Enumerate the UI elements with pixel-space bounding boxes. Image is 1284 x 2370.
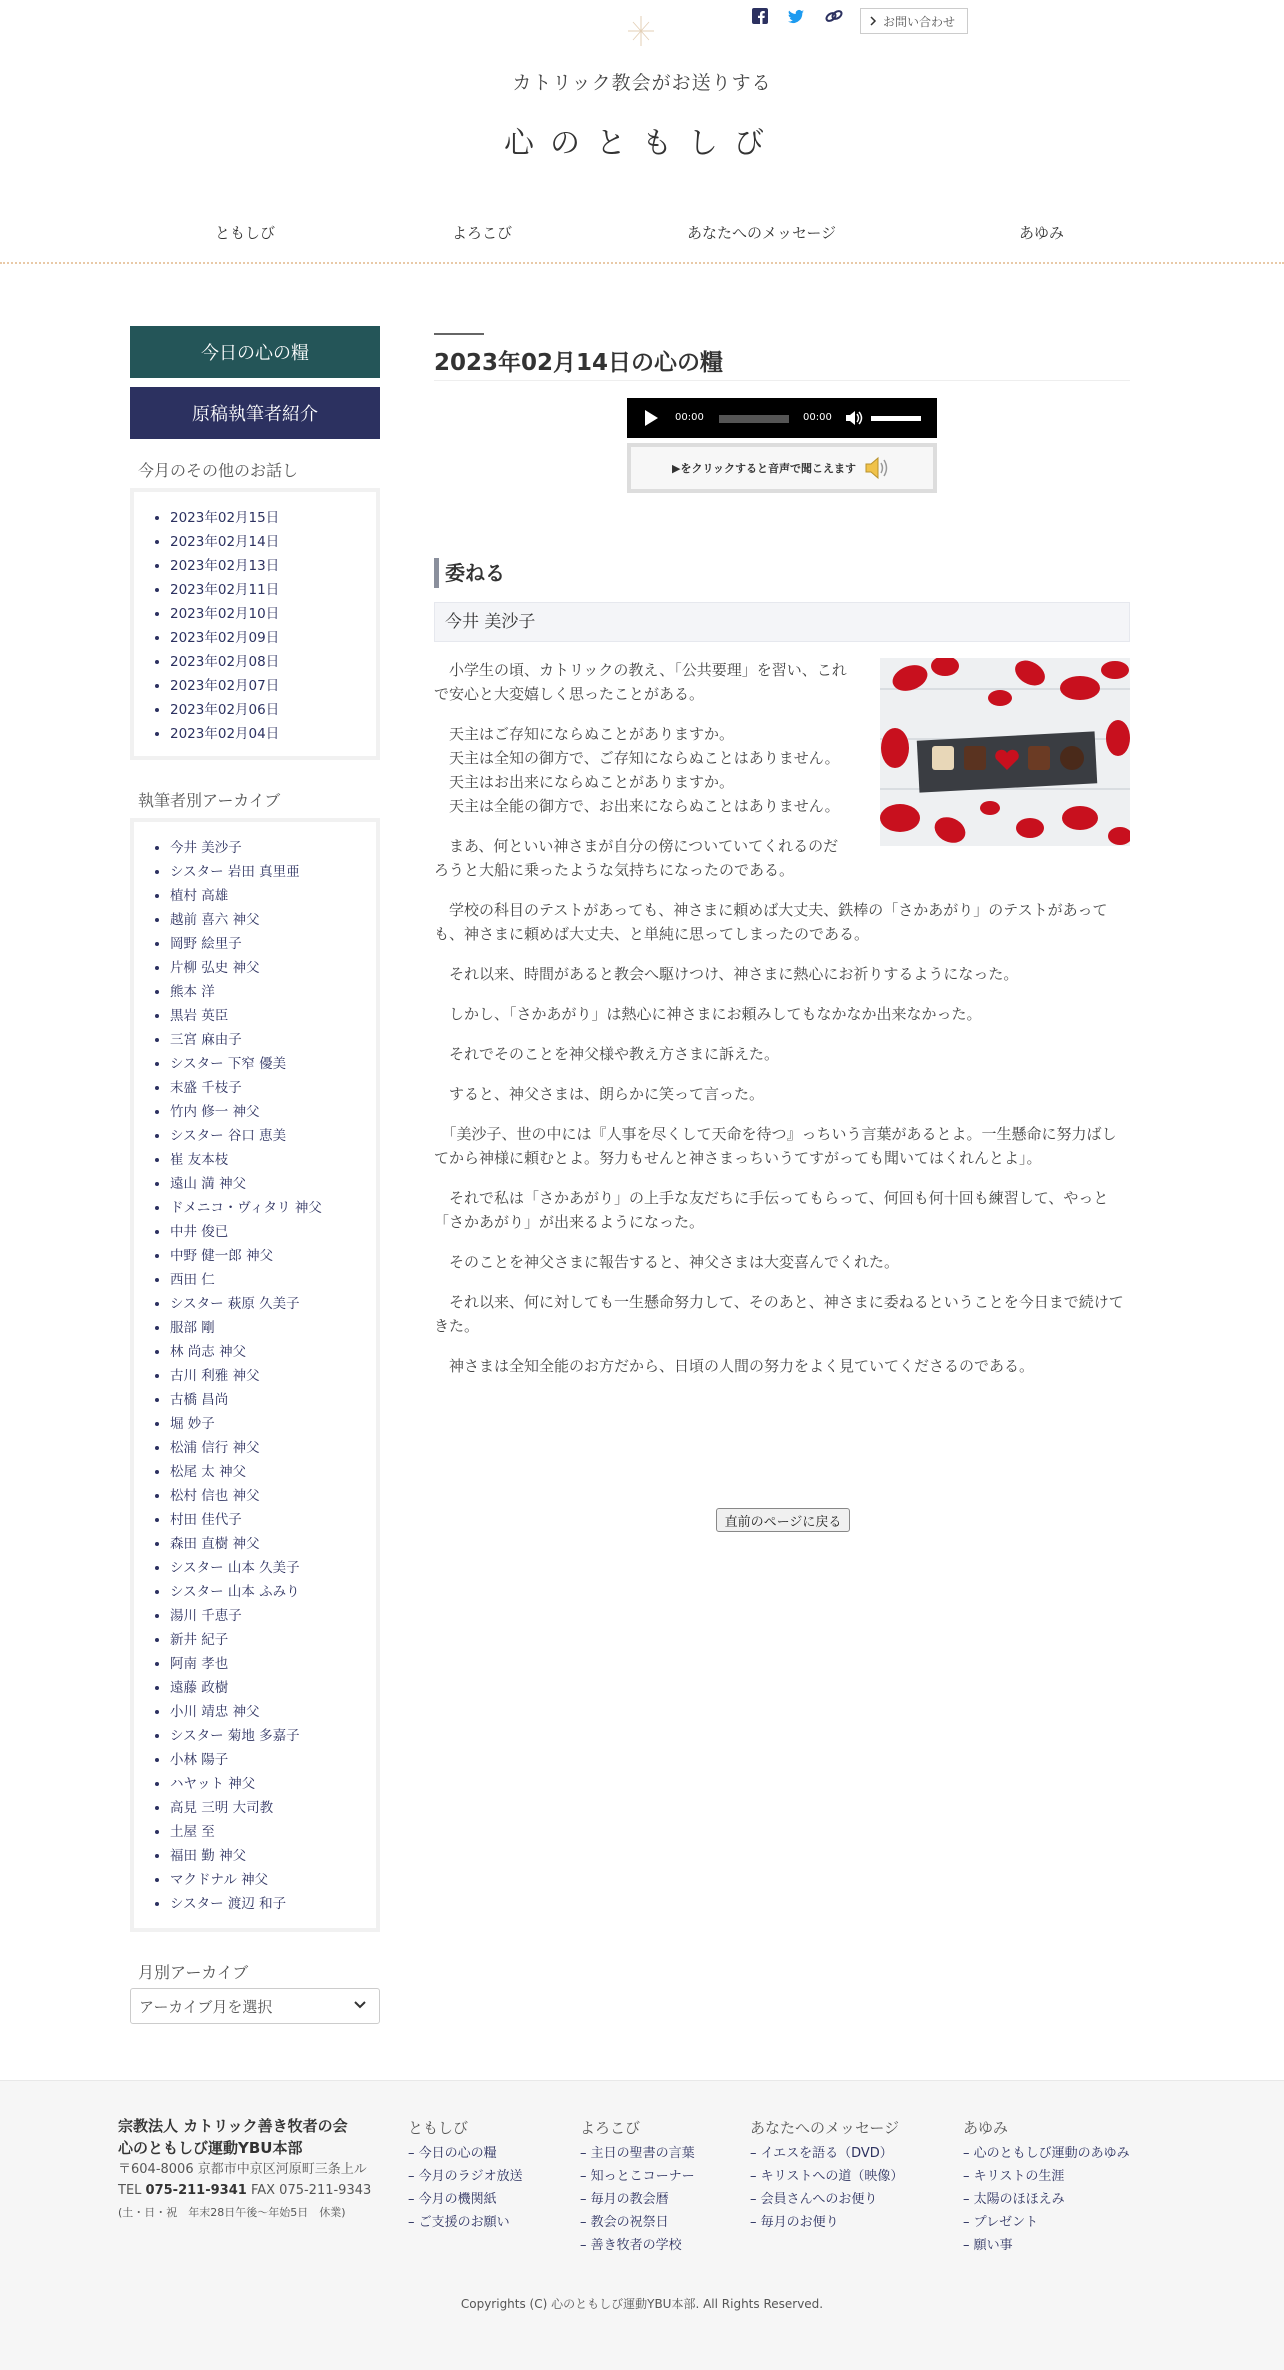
- footer-organization: [118, 2115, 371, 2224]
- volume-slider[interactable]: [871, 416, 921, 421]
- footer-link[interactable]: – 主日の聖書の言葉: [580, 2146, 695, 2161]
- audio-player: [627, 398, 937, 438]
- footer-link[interactable]: – 太陽のほほえみ: [963, 2192, 1065, 2207]
- author-archive-link[interactable]: • シスター 下窄 優美: [170, 1052, 376, 1076]
- footer-link[interactable]: – 今日の心の糧: [408, 2146, 497, 2161]
- fax-label: FAX: [250, 2183, 276, 2198]
- other-story-link[interactable]: • 2023年02月08日: [170, 650, 376, 674]
- footer-hours-note: (土・日・祝 年末28日午後〜年始5日 休業): [118, 2206, 346, 2219]
- footer-column: [963, 2117, 1130, 2257]
- author-archive-link[interactable]: • 植村 高雄: [170, 884, 376, 908]
- chevron-down-icon: [353, 1998, 367, 2012]
- speaker-icon: [864, 456, 892, 480]
- nav-divider: [0, 262, 1284, 264]
- footer-link[interactable]: – 毎月のお便り: [750, 2215, 839, 2230]
- author-archive-link[interactable]: • 遠山 満 神父: [170, 1172, 376, 1196]
- article-paragraph: 天主はご存知にならぬことがありますか。 天主は全知の御方で、ご存知にならぬことはありません。 天主はお出来にならぬことがありますか。 天主は全能の御方で、お出来にならぬことはありません。: [449, 725, 840, 815]
- link-icon[interactable]: [824, 8, 844, 28]
- article-paragraph: そのことを神父さまに報告すると、神父さまは大変喜んでくれた。: [434, 1253, 900, 1271]
- back-button[interactable]: 直前のページに戻る: [716, 1508, 850, 1532]
- article-paragraph: それ以来、時間があると教会へ駆けつけ、神さまに熱心にお祈りするようになった。: [434, 965, 1019, 983]
- authors-button[interactable]: 原稿執筆者紹介: [130, 387, 380, 439]
- author-archive-link[interactable]: • 越前 喜六 神父: [170, 908, 376, 932]
- author-archive-link[interactable]: • シスター 菊地 多嘉子: [170, 1724, 376, 1748]
- author-archive-link[interactable]: • 松尾 太 神父: [170, 1460, 376, 1484]
- month-archive-select[interactable]: [130, 1988, 380, 2024]
- footer: [0, 2080, 1284, 2370]
- footer-link[interactable]: – 今月の機関紙: [408, 2192, 497, 2207]
- footer-column: [580, 2117, 695, 2257]
- footer-link[interactable]: – 知っとこコーナー: [580, 2169, 695, 2184]
- other-story-link[interactable]: • 2023年02月14日: [170, 530, 376, 554]
- article-paragraph: 学校の科目のテストがあっても、神さまに頼めば大丈夫、鉄棒の「さかあがり」のテストがあっても、神さまに頼めば大丈夫、と単純に思ってしまったのである。: [434, 901, 1108, 943]
- author-archive-link[interactable]: • 中野 健一郎 神父: [170, 1244, 376, 1268]
- article-paragraph: すると、神父さまは、朗らかに笑って言った。: [434, 1085, 765, 1103]
- footer-link[interactable]: – 願い事: [963, 2238, 1013, 2253]
- audio-progress-bar[interactable]: [719, 415, 789, 423]
- footer-link[interactable]: – 毎月の教会暦: [580, 2192, 669, 2207]
- author-archive-link[interactable]: • 服部 剛: [170, 1316, 376, 1340]
- footer-link[interactable]: – 教会の祝祭日: [580, 2215, 669, 2230]
- contact-button[interactable]: [860, 8, 968, 34]
- article-paragraph: それでそのことを神父様や教え方さまに訴えた。: [434, 1045, 780, 1063]
- footer-column-heading[interactable]: あなたへのメッセージ: [750, 2119, 900, 2137]
- article-body: [434, 658, 1130, 1394]
- nav-item-ayumi[interactable]: あゆみ: [1019, 224, 1065, 242]
- author-archive-link[interactable]: • 高見 三明 大司教: [170, 1796, 376, 1820]
- author-archive-link[interactable]: • 森田 直樹 神父: [170, 1532, 376, 1556]
- footer-link[interactable]: – 会員さんへのお便り: [750, 2192, 878, 2207]
- article-paragraph: 神さまは全知全能のお方だから、日頃の人間の努力をよく見ていてくださるのである。: [434, 1357, 1035, 1375]
- other-story-link[interactable]: • 2023年02月07日: [170, 674, 376, 698]
- today-button[interactable]: 今日の心の糧: [130, 326, 380, 378]
- author-archive-link[interactable]: • 遠藤 政樹: [170, 1676, 376, 1700]
- month-archive-heading: 月別アーカイブ: [138, 1963, 249, 1982]
- author-archive-link[interactable]: • シスター 山本 久美子: [170, 1556, 376, 1580]
- article-paragraph: 「美沙子、世の中には『人事を尽くして天命を待つ』っちいう言葉があるとよ。一生懸命に努力ばしてから神様に頼むとよ。努力もせんと神さまっちいうてすがっても聞いてはくれんとよ」。: [434, 1125, 1117, 1167]
- author-archive-link[interactable]: • ドメニコ・ヴィタリ 神父: [170, 1196, 376, 1220]
- author-archive-link[interactable]: • 福田 勤 神父: [170, 1844, 376, 1868]
- audio-hint-banner: [627, 443, 937, 493]
- global-nav: [0, 222, 1284, 262]
- facebook-icon[interactable]: [752, 8, 768, 28]
- other-story-link[interactable]: • 2023年02月13日: [170, 554, 376, 578]
- author-archive-link[interactable]: • 林 尚志 神父: [170, 1340, 376, 1364]
- author-archive-link[interactable]: • 松浦 信行 神父: [170, 1436, 376, 1460]
- author-archive-link[interactable]: • 古橋 昌尚: [170, 1388, 376, 1412]
- author-archive-link[interactable]: • シスター 萩原 久美子: [170, 1292, 376, 1316]
- author-name: 今井 美沙子: [434, 602, 1130, 642]
- tel-label: TEL: [118, 2183, 142, 2198]
- author-archive-link[interactable]: • 片柳 弘史 神父: [170, 956, 376, 980]
- chevron-right-icon: [869, 16, 877, 26]
- footer-link[interactable]: – プレゼント: [963, 2215, 1039, 2230]
- author-archive-link[interactable]: • 阿南 孝也: [170, 1652, 376, 1676]
- other-stories-list: [130, 488, 380, 760]
- footer-column-heading[interactable]: よろこび: [580, 2119, 641, 2137]
- article-paragraph: 小学生の頃、カトリックの教え、「公共要理」を習い、これで安心と大変嬉しく思ったことがある。: [434, 661, 847, 703]
- footer-link[interactable]: – ご支援のお願い: [408, 2215, 510, 2230]
- footer-address: 〒604-8006 京都市中京区河原町三条上ル: [118, 2162, 367, 2177]
- author-archive-link[interactable]: • 土屋 至: [170, 1820, 376, 1844]
- author-archive-link[interactable]: • シスター 渡辺 和子: [170, 1892, 376, 1916]
- author-archive-link[interactable]: • 村田 佳代子: [170, 1508, 376, 1532]
- article-paragraph: しかし、「さかあがり」は熱心に神さまにお頼みしてもなかなか出来なかった。: [434, 1005, 982, 1023]
- author-archive-link[interactable]: • 小林 陽子: [170, 1748, 376, 1772]
- author-archive-link[interactable]: • 三宮 麻由子: [170, 1028, 376, 1052]
- audio-total-time: 00:00: [803, 412, 832, 423]
- author-archive-link[interactable]: • 松村 信也 神父: [170, 1484, 376, 1508]
- author-archive-link[interactable]: • 湯川 千恵子: [170, 1604, 376, 1628]
- author-archive-link[interactable]: • 小川 靖忠 神父: [170, 1700, 376, 1724]
- author-archive-link[interactable]: • 西田 仁: [170, 1268, 376, 1292]
- author-archive-link[interactable]: • シスター 谷口 恵美: [170, 1124, 376, 1148]
- footer-link[interactable]: – イエスを語る（DVD）: [750, 2146, 893, 2161]
- nav-item-yorokobi[interactable]: よろこび: [452, 224, 513, 242]
- author-archive-link[interactable]: • 堀 妙子: [170, 1412, 376, 1436]
- tel-number[interactable]: 075-211-9341: [145, 2183, 247, 2198]
- twitter-icon[interactable]: [788, 8, 804, 28]
- contact-label: お問い合わせ: [883, 14, 956, 29]
- audio-hint-text: ▶をクリックすると音声で聞こえます: [671, 462, 857, 475]
- author-archive-link[interactable]: • マクドナル 神父: [170, 1868, 376, 1892]
- fax-number: 075-211-9343: [279, 2183, 372, 2198]
- article-paragraph: それで私は「さかあがり」の上手な友だちに手伝ってもらって、何回も何十回も練習して、やっと「さかあがり」が出来るようになった。: [434, 1189, 1109, 1231]
- footer-column-heading[interactable]: あゆみ: [963, 2119, 1009, 2137]
- other-story-link[interactable]: • 2023年02月15日: [170, 506, 376, 530]
- footer-org-sub: 心のともしび運動YBU本部: [118, 2139, 303, 2157]
- article-paragraph: それ以来、何に対しても一生懸命努力して、そのあと、神さまに委ねるということを今日まで続けてきた。: [434, 1293, 1124, 1335]
- author-archive-link[interactable]: • 中井 俊已: [170, 1220, 376, 1244]
- nav-item-tomoshibi[interactable]: ともしび: [215, 224, 276, 242]
- other-story-link[interactable]: • 2023年02月11日: [170, 578, 376, 602]
- author-archive-link[interactable]: • 岡野 絵里子: [170, 932, 376, 956]
- author-archive-link[interactable]: • ハヤット 神父: [170, 1772, 376, 1796]
- author-archive-link[interactable]: • 竹内 修一 神父: [170, 1100, 376, 1124]
- title-divider: [434, 380, 1130, 381]
- author-archive-link[interactable]: • シスター 山本 ふみり: [170, 1580, 376, 1604]
- copyright: Copyrights (C) 心のともしび運動YBU本部. All Rights Reserved.: [460, 2297, 824, 2311]
- footer-org-name: 宗教法人 カトリック善き牧者の会: [118, 2117, 348, 2135]
- author-archive-link[interactable]: • 新井 紀子: [170, 1628, 376, 1652]
- article-paragraph: まあ、何といい神さまが自分の傍についていてくれるのだろうと大船に乗ったような気持ちになったのである。: [434, 837, 839, 879]
- audio-current-time: 00:00: [675, 412, 704, 423]
- author-archive-link[interactable]: • 末盛 千枝子: [170, 1076, 376, 1100]
- footer-link[interactable]: – キリストの生涯: [963, 2169, 1065, 2184]
- other-story-link[interactable]: • 2023年02月09日: [170, 626, 376, 650]
- sparkle-logo-icon: [628, 16, 654, 46]
- footer-column: [408, 2117, 523, 2234]
- volume-icon[interactable]: [845, 410, 863, 426]
- footer-column-heading[interactable]: ともしび: [408, 2119, 469, 2137]
- author-archive-list: [130, 818, 380, 1932]
- chocolate-petals-image: [880, 658, 1130, 846]
- other-stories-heading: 今月のその他のお話し: [138, 461, 299, 480]
- site-title[interactable]: 心のともしび: [504, 126, 780, 161]
- author-archive-heading: 執筆者別アーカイブ: [138, 791, 281, 810]
- title-accent-line: [434, 333, 484, 335]
- footer-link[interactable]: – キリストへの道（映像）: [750, 2169, 904, 2184]
- footer-phone: [118, 2180, 371, 2202]
- author-archive-link[interactable]: • 古川 利雅 神父: [170, 1364, 376, 1388]
- author-archive-link[interactable]: • 熊本 洋: [170, 980, 376, 1004]
- author-archive-link[interactable]: • 崔 友本枝: [170, 1148, 376, 1172]
- site-subtitle: カトリック教会がお送りする: [512, 72, 772, 94]
- author-archive-link[interactable]: • 黒岩 英臣: [170, 1004, 376, 1028]
- other-story-link[interactable]: • 2023年02月10日: [170, 602, 376, 626]
- other-story-link[interactable]: • 2023年02月04日: [170, 722, 376, 746]
- section-heading: 委ねる: [434, 558, 505, 588]
- nav-item-message[interactable]: あなたへのメッセージ: [687, 224, 837, 242]
- month-select-value: アーカイブ月を選択: [139, 1998, 273, 2016]
- author-archive-link[interactable]: • 今井 美沙子: [170, 836, 376, 860]
- footer-column: [750, 2117, 903, 2234]
- footer-link[interactable]: – 善き牧者の学校: [580, 2238, 682, 2253]
- page-title: 2023年02月14日の心の糧: [434, 350, 724, 376]
- footer-link[interactable]: – 今月のラジオ放送: [408, 2169, 523, 2184]
- other-story-link[interactable]: • 2023年02月06日: [170, 698, 376, 722]
- play-icon[interactable]: [645, 410, 658, 426]
- author-archive-link[interactable]: • シスター 岩田 真里亜: [170, 860, 376, 884]
- footer-link[interactable]: – 心のともしび運動のあゆみ: [963, 2146, 1130, 2161]
